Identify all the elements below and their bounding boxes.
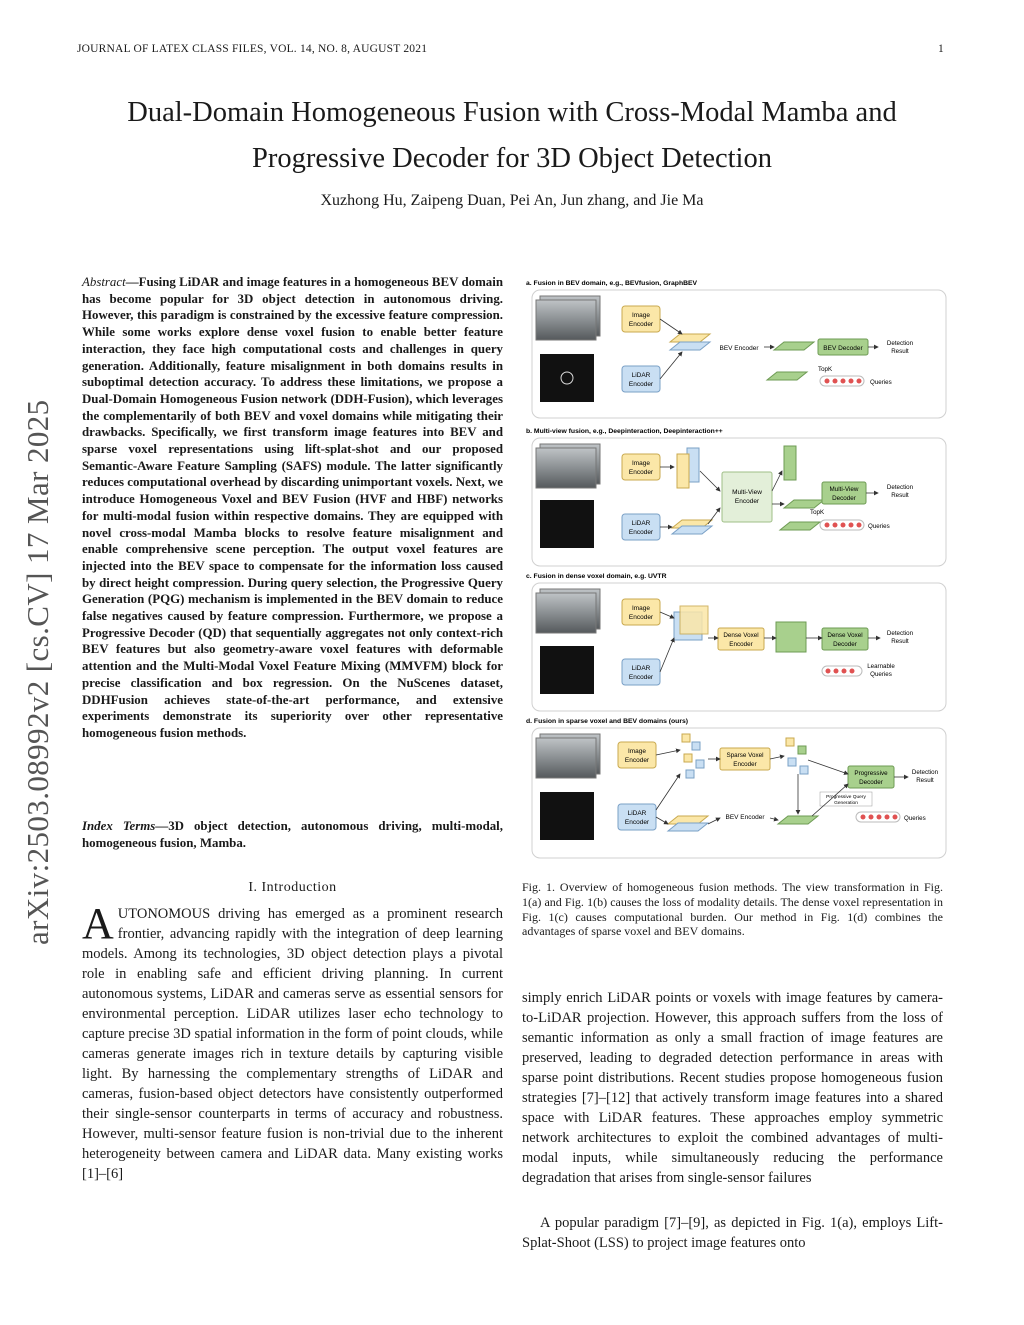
panel-c-lidar-encoder-label2: Encoder — [628, 674, 654, 681]
panel-c-fused-voxel — [776, 622, 806, 652]
panel-a-detection-label1: Detection — [886, 340, 914, 347]
panel-a-pointcloud — [540, 354, 594, 402]
panel-a-image-encoder-label2: Encoder — [628, 321, 654, 328]
index-terms-label: Index Terms — [82, 819, 156, 833]
panel-a-fused-bev — [774, 342, 814, 350]
panel-a-queries: Queries — [870, 379, 892, 386]
panel-c-lidar-encoder — [622, 659, 660, 685]
panel-c-title: c. Fusion in dense voxel domain, e.g. UVTR — [526, 573, 667, 580]
panel-a-image-encoder — [622, 306, 660, 332]
intro-paragraph — [82, 899, 503, 1184]
panel-c-pointcloud — [540, 646, 594, 694]
panel-d-lidar-encoder — [618, 804, 656, 830]
panel-c-learnable-label1: Learnable — [867, 663, 895, 670]
abstract — [82, 274, 503, 742]
panel-a-camera-photo — [536, 296, 600, 340]
panel-b-image-encoder-label1: Image — [631, 460, 651, 467]
panel-d-bev-encoder-label: BEV Encoder — [725, 814, 765, 821]
panel-d-fused-bev — [778, 816, 818, 824]
panel-b-detection-label2: Result — [891, 492, 909, 499]
abstract-label: Abstract — [82, 275, 126, 289]
panel-d-title: d. Fusion in sparse voxel and BEV domains (ours) — [526, 718, 689, 725]
title-line-1: Dual-Domain Homogeneous Fusion with Cross-Modal Mamba and — [127, 97, 897, 128]
panel-c-detection-label2: Result — [891, 638, 909, 645]
panel-c-detection-label1: Detection — [886, 630, 914, 637]
section-heading: I. Introduction — [248, 880, 337, 895]
panel-a-bev-decoder-label: BEV Decoder — [823, 345, 863, 352]
arxiv-stamp[interactable]: arXiv:2503.08992v2 [cs.CV] 17 Mar 2025 — [20, 399, 55, 945]
panel-d-camera-photo — [536, 734, 600, 778]
panel-b-detection-label1: Detection — [886, 484, 914, 491]
panel-a-heatmap — [767, 372, 807, 380]
paper-title — [60, 90, 964, 182]
panel-b-mv-encoder-label2: Encoder — [734, 498, 760, 505]
panel-d-image-encoder-label2: Encoder — [624, 757, 650, 764]
panel-b-topk: TopK — [810, 509, 825, 516]
panel-d-sv-encoder-label2: Encoder — [733, 761, 757, 768]
panel-b-mv-encoder-label1: Multi-View — [732, 489, 762, 496]
panel-b-mv-decoder-label1: Multi-View — [829, 486, 859, 493]
panel-b-lidar-encoder — [622, 514, 660, 540]
panel-a-lidar-encoder — [622, 366, 660, 392]
panel-d-queries: Queries — [904, 815, 926, 822]
panel-b-lidar-encoder-label1: LiDAR — [631, 520, 651, 527]
panel-a-topk: TopK — [818, 366, 833, 373]
panel-d-fused-sparse-voxels — [786, 738, 808, 774]
panel-d-pqg-label2: Generation — [834, 801, 858, 806]
panel-a-bev-encoder-label: BEV Encoder — [719, 345, 759, 352]
panel-a-bev-image-feature — [670, 334, 710, 342]
index-terms-text: —3D object detection, autonomous driving, multi-modal, homogeneous fusion, Mamba. — [82, 819, 503, 850]
panel-d-lidar-encoder-label2: Encoder — [624, 819, 650, 826]
panel-b-fused-bev — [784, 500, 824, 508]
panel-d-image-encoder-label1: Image — [627, 748, 647, 755]
panel-d-pointcloud — [540, 792, 594, 840]
panel-c-dense-voxel-image — [674, 606, 708, 640]
panel-c-image-encoder-label1: Image — [631, 605, 651, 612]
panel-a-image-encoder-label1: Image — [631, 312, 651, 319]
panel-b-fused-view — [784, 446, 796, 480]
panel-b-title: b. Multi-view fusion, e.g., Deepinteraction, Deepinteraction++ — [526, 428, 723, 435]
panel-d-prog-decoder-label2: Decoder — [859, 779, 883, 786]
author-list: Xuzhong Hu, Zaipeng Duan, Pei An, Jun zhang, and Jie Ma — [320, 192, 704, 209]
panel-d-prog-decoder-label1: Progressive — [854, 770, 888, 777]
panel-a-bev-lidar-feature — [670, 342, 710, 350]
running-header: JOURNAL OF LATEX CLASS FILES, VOL. 14, NO. 8, AUGUST 2021 — [77, 43, 428, 55]
panel-c-image-encoder-label2: Encoder — [628, 614, 654, 621]
panel-d-image-encoder — [618, 742, 656, 768]
panel-b-queries: Queries — [868, 523, 890, 530]
panel-c-camera-photo — [536, 589, 600, 633]
abstract-text: —Fusing LiDAR and image features in a homogeneous BEV domain has become popular for 3D object detection in autonomous driving. However, this paradigm is constrained by the excessive feature compression. While some works explore dense voxel fusion to enable better feature interaction, they face high computational costs and challenges in query generation. Additionally, feature misalignment in both domains results in suboptimal detection accuracy. To address these limitations, we propose a Dual-Domain Homogeneous Fusion network (DDH-Fusion), which leverages the complementarily of both BEV and voxel domains while mitigating their drawbacks. Specifically, we first transform image features into BEV and sparse voxel representations using lift-splat-shot and our proposed Semantic-Aware Feature Sampling (SAFS) module. The latter significantly reduces computational overhead by discarding unimportant voxels. Next, we introduce Homogeneous Voxel and BEV Fusion (HVF and HBF) networks for multi-modal fusion within respective domains. They are equipped with novel cross-modal Mamba blocks to resolve feature misalignment and enable comprehensive scene perception. The output voxel features are injected into the BEV space to compensate for the information loss caused by direct height compression. During query selection, the Progressive Query Generation (PQG) mechanism is implemented in the BEV domain to reduce false negatives caused by feature compression. Furthermore, we propose a Progressive Decoder (QD) that sequentially aggregates not only context-rich BEV features but also geometry-aware voxel features with deformable attention and the Multi-Modal Voxel Feature Mixing (MMVFM) block for precise classification and box regression. On the NuScenes dataset, DDHFusion achieves state-of-the-art performance, and extensive experiments demonstrate its superiority over other representative homogeneous fusion methods. — [82, 275, 503, 740]
drop-cap: A — [82, 899, 114, 948]
right-paragraph-1: simply enrich LiDAR points or voxels with image features by camera-to-LiDAR projection. However, this approach suffers from the loss of semantic information as only a small fraction of image features are preserved, leading to degraded detection performance in areas with sparse point distributions. Recent studies propose homogeneous fusion strategies [7]–[12] that actively transform image features into a shared space with LiDAR features. These approaches employ symmetric network architectures to exploit the combined advantages of multi-modal inputs, while simultaneously reducing the performance degradation that arises from single-sensor failures — [522, 990, 943, 1186]
panel-b-mv-encoder — [722, 472, 772, 522]
panel-c-dv-decoder-label2: Decoder — [833, 641, 857, 648]
panel-b-pointcloud — [540, 500, 594, 548]
panel-d-sparse-voxels — [682, 734, 704, 778]
panel-a-title: a. Fusion in BEV domain, e.g., BEVfusion, GraphBEV — [526, 280, 698, 287]
figure-1 — [522, 276, 950, 862]
panel-b-image-encoder-label2: Encoder — [628, 469, 654, 476]
panel-a-detection-label2: Result — [891, 348, 909, 355]
panel-d-detection-label1: Detection — [911, 769, 939, 776]
panel-b-lidar-encoder-label2: Encoder — [628, 529, 654, 536]
panel-c-dv-decoder-label1: Dense Voxel — [827, 632, 863, 639]
page-number: 1 — [938, 43, 944, 55]
panel-d-pqg-label1: Progressive Query — [826, 795, 866, 800]
figure-1-diagram — [522, 276, 950, 862]
right-paragraph-2: A popular paradigm [7]–[9], as depicted in Fig. 1(a), employs Lift-Splat-Shoot (LSS) to project image features onto — [522, 1215, 943, 1251]
panel-c-lidar-encoder-label1: LiDAR — [631, 665, 651, 672]
panel-d-detection-label2: Result — [916, 777, 934, 784]
figure-caption: Fig. 1. Overview of homogeneous fusion methods. The view transformation in Fig. 1(a) and Fig. 1(b) causes the loss of modality details. The dense voxel representation in Fig. 1(c) causes computational burden. Our method in Fig. 1(d) combines the advantages of sparse voxel and BEV domains. — [522, 880, 943, 939]
panel-c-dv-encoder-label1: Dense Voxel — [723, 632, 759, 639]
panel-b-image-encoder — [622, 454, 660, 480]
panel-b-camera-photo — [536, 444, 600, 488]
panel-b-mv-decoder-label2: Decoder — [832, 495, 856, 502]
index-terms — [82, 818, 503, 851]
title-line-2: Progressive Decoder for 3D Object Detection — [252, 143, 772, 174]
panel-c-image-encoder — [622, 599, 660, 625]
intro-text: UTONOMOUS driving has emerged as a prominent research frontier, advancing rapidly with the integration of deep learning models. Among its technologies, 3D object detection plays a pivotal role in enabling safe and efficient driving planning. In current autonomous systems, LiDAR and cameras serve as essential sensors for environmental perception. LiDAR utilizes laser echo technology to capture precise 3D spatial information in the form of point clouds, while cameras generate images rich in texture details by capturing visible light. By harnessing the complementary strengths of LiDAR and cameras, fusion-based object detectors have consistently outperformed their single-sensor counterparts in terms of accuracy and robustness. However, multi-sensor feature fusion is non-trivial due to the inherent heterogeneity between camera and LiDAR data. Many existing works [1]–[6] — [82, 906, 503, 1182]
panel-a-lidar-encoder-label1: LiDAR — [631, 372, 651, 379]
panel-a-lidar-encoder-label2: Encoder — [628, 381, 654, 388]
panel-c-dv-encoder-label2: Encoder — [729, 641, 753, 648]
panel-c-learnable-label2: Queries — [870, 671, 892, 678]
panel-d-sv-encoder-label1: Sparse Voxel — [726, 752, 764, 759]
panel-d-lidar-encoder-label1: LiDAR — [627, 810, 647, 817]
